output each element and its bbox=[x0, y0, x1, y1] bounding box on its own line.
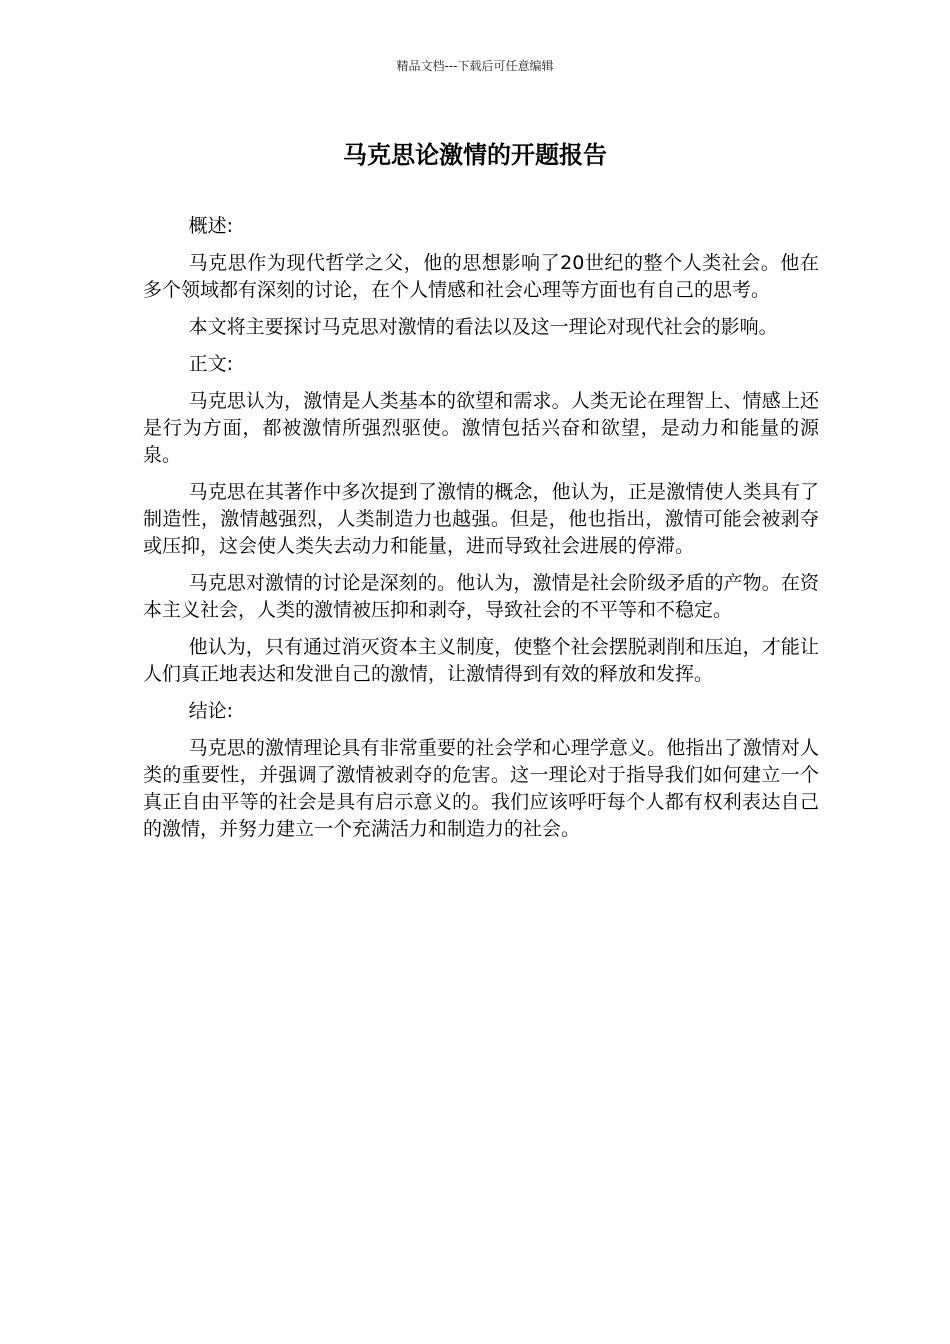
conclusion-paragraph-1: 马克思的激情理论具有非常重要的社会学和心理学意义。他指出了激情对人类的重要性，并强调了激情被剥夺的危害。这一理论对于指导我们如何建立一个真正自由平等的社会是具有启示意义的。我们应该呼吁每个人都有权利表达自己的激情，并努力建立一个充满活力和制造力的社会。 bbox=[143, 737, 819, 840]
conclusion-heading: 结论: bbox=[188, 700, 233, 722]
body-paragraph-2: 马克思在其著作中多次提到了激情的概念，他认为，正是激情使人类具有了制造性，激情越强烈，人类制造力也越强。但是，他也指出，激情可能会被剥夺或压抑，这会使人类失去动力和能量，进而导致社会进展的停滞。 bbox=[143, 481, 819, 557]
overview-paragraph-1: 马克思作为现代哲学之父，他的思想影响了20世纪的整个人类社会。他在多个领域都有深刻的讨论，在个人情感和社会心理等方面也有自己的思考。 bbox=[143, 252, 819, 301]
body-paragraph-1: 马克思认为，激情是人类基本的欲望和需求。人类无论在理智上、情感上还是行为方面，都被激情所强烈驱使。激情包括兴奋和欲望，是动力和能量的源泉。 bbox=[143, 390, 819, 466]
overview-paragraph-2: 本文将主要探讨马克思对激情的看法以及这一理论对现代社会的影响。 bbox=[188, 316, 778, 338]
body-heading: 正文: bbox=[188, 353, 233, 375]
document-body bbox=[143, 213, 819, 853]
overview-heading: 概述: bbox=[188, 215, 233, 237]
body-paragraph-3: 马克思对激情的讨论是深刻的。他认为，激情是社会阶级矛盾的产物。在资本主义社会，人类的激情被压抑和剥夺，导致社会的不平等和不稳定。 bbox=[143, 572, 819, 621]
document-title: 马克思论激情的开题报告 bbox=[343, 141, 607, 169]
document-header-note: 精品文档---下载后可任意编辑 bbox=[396, 59, 554, 73]
body-paragraph-4: 他认为，只有通过消灭资本主义制度，使整个社会摆脱剥削和压迫，才能让人们真正地表达和发泄自己的激情，让激情得到有效的释放和发挥。 bbox=[143, 636, 819, 685]
